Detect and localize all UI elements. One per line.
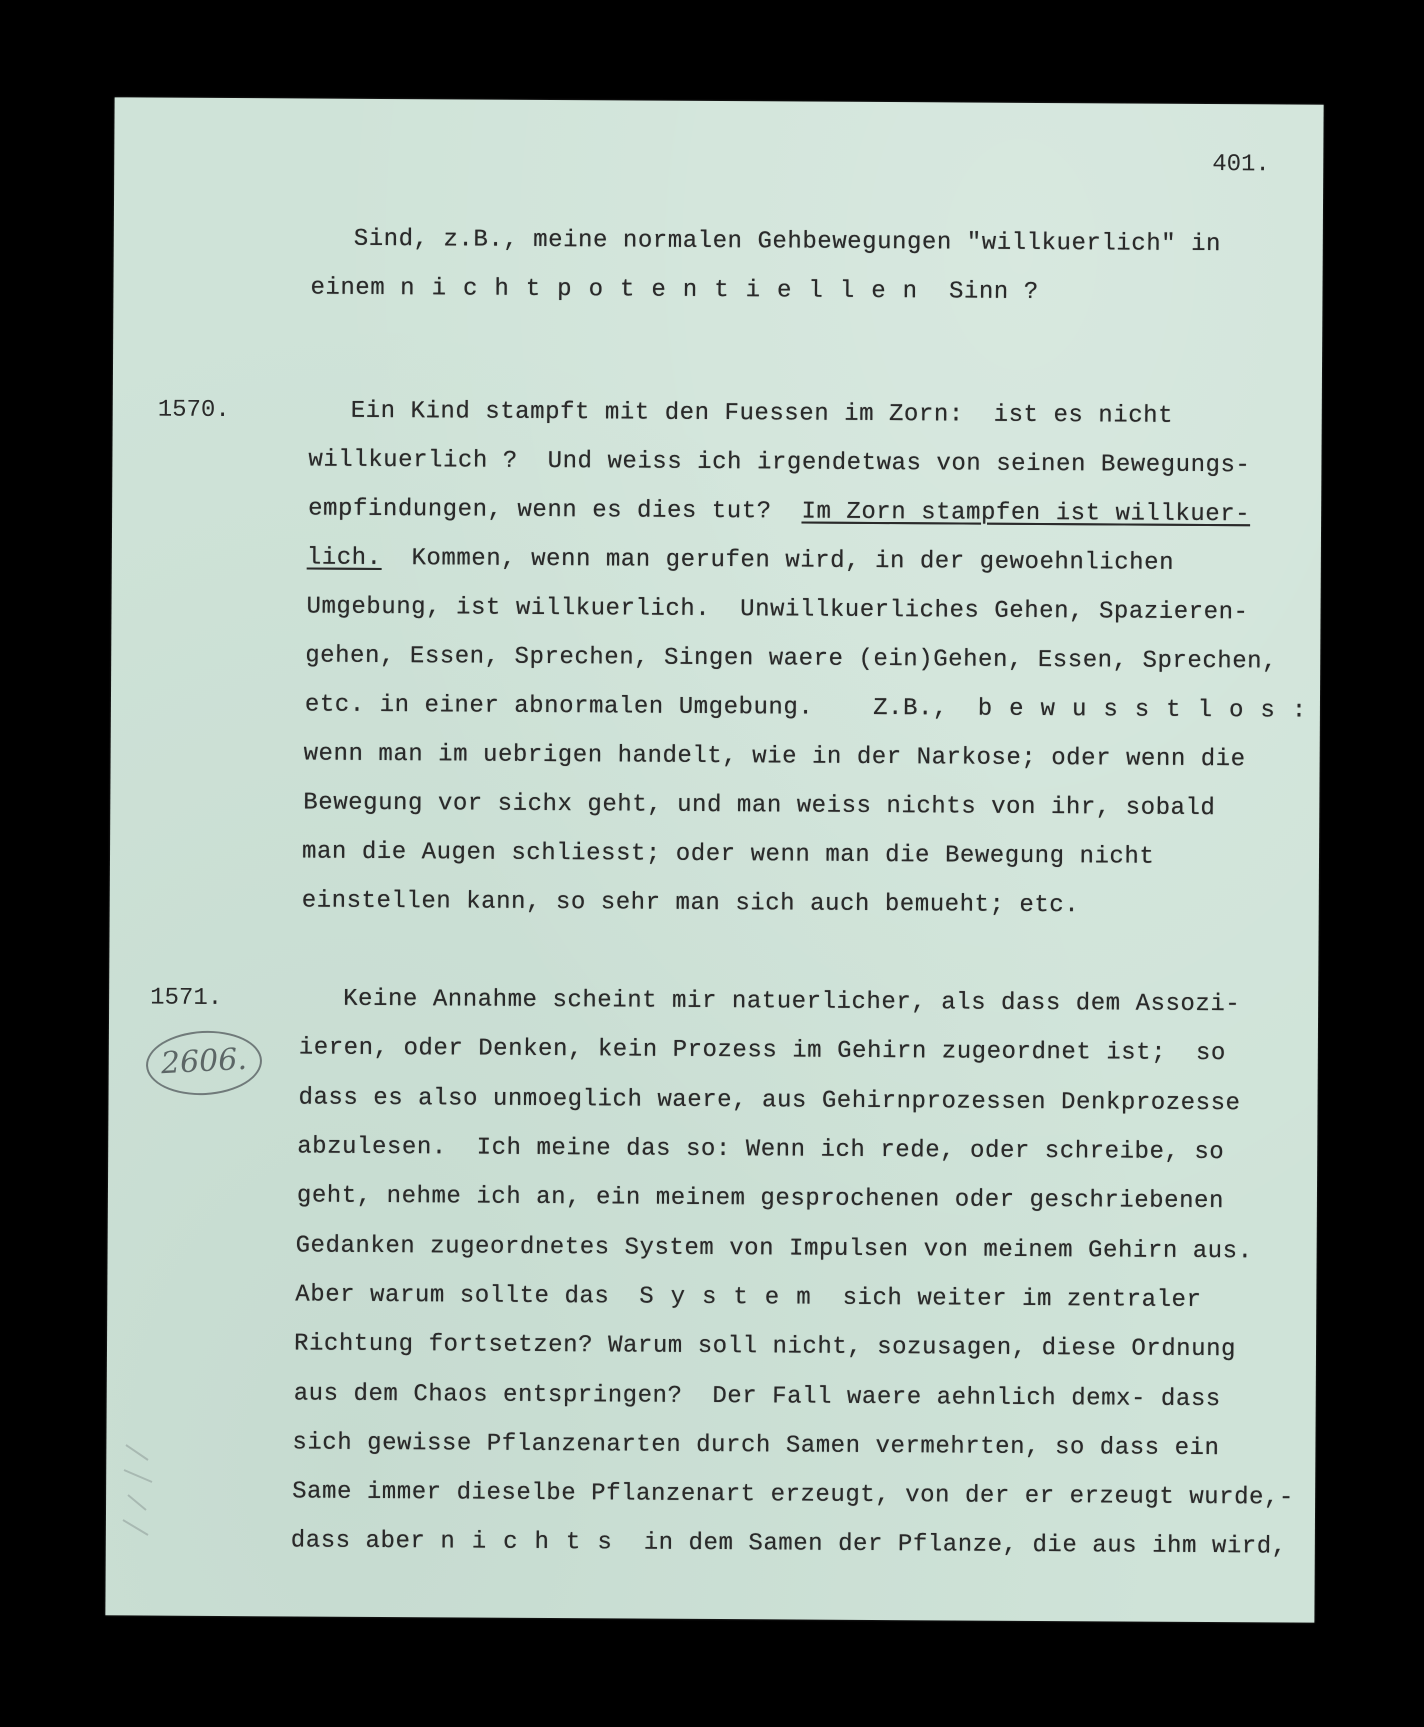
- section-number-1571: 1571.: [150, 984, 223, 1012]
- section-1571-line-6: Gedanken zugeordnetes System von Impulsen von meinem Gehirn aus.: [295, 1232, 1253, 1266]
- intro-line-2: einem nichtpotentiellen Sinn ?: [310, 274, 1039, 306]
- section-1570-line-11: einstellen kann, so sehr man sich auch bemueht; etc.: [301, 887, 1080, 920]
- section-1570-line-8: wenn man im uebrigen handelt, wie in der Narkose; oder wenn die: [303, 740, 1246, 774]
- section-1570-line-3: empfindungen, wenn es dies tut? Im Zorn stampfen ist willkuer-: [308, 495, 1251, 529]
- section-number-1570: 1570.: [157, 396, 230, 425]
- handwritten-number: 2606.: [144, 1028, 263, 1098]
- section-1571-line-10: sich gewisse Pflanzenarten durch Samen vermehrten, so dass ein: [292, 1429, 1220, 1463]
- section-1571-line-12: dass aber nichts in dem Samen der Pflanze, die aus ihm wird,: [290, 1527, 1287, 1561]
- typed-page: [105, 97, 1323, 1622]
- section-1571-line-1: Keine Annahme scheint mir natuerlicher, als dass dem Assozi-: [343, 985, 1241, 1019]
- section-1570-line-1: Ein Kind stampft mit den Fuessen im Zorn: ist es nicht: [350, 397, 1174, 430]
- section-1570-line-9: Bewegung vor sichx geht, und man weiss nichts von ihr, sobald: [303, 789, 1216, 823]
- section-1571-line-8: Richtung fortsetzen? Warum soll nicht, sozusagen, diese Ordnung: [293, 1330, 1237, 1364]
- section-1570-line-7: etc. in einer abnormalen Umgebung. Z.B., bewusstlos:: [304, 691, 1307, 725]
- section-1570-line-6: gehen, Essen, Sprechen, Singen waere (ein)Gehen, Essen, Sprechen,: [305, 642, 1278, 676]
- section-1571-line-5: geht, nehme ich an, ein meinem gesprochenen oder geschriebenen: [296, 1182, 1225, 1216]
- intro-line-1: Sind, z.B., meine normalen Gehbewegungen "willkuerlich" in: [353, 225, 1222, 259]
- section-1571-line-3: dass es also unmoeglich waere, aus Gehirnprozessen Denkprozesse: [298, 1084, 1241, 1118]
- section-1571-line-2: ieren, oder Denken, kein Prozess im Gehirn zugeordnet ist; so: [298, 1034, 1226, 1068]
- section-1571-line-7: Aber warum sollte das System sich weiter im zentraler: [295, 1281, 1202, 1314]
- section-1571-line-9: aus dem Chaos entspringen? Der Fall waere aehnlich demx- dass: [293, 1380, 1221, 1414]
- section-1571-line-11: Same immer dieselbe Pflanzenart erzeugt, von der er erzeugt wurde,-: [292, 1478, 1295, 1512]
- section-1570-line-10: man die Augen schliesst; oder wenn man die Bewegung nicht: [301, 838, 1155, 871]
- section-1570-line-4: lich. Kommen, wenn man gerufen wird, in der gewoehnlichen: [306, 544, 1175, 577]
- page-number: 401.: [1212, 151, 1270, 179]
- section-1571-line-4: abzulesen. Ich meine das so: Wenn ich rede, oder schreibe, so: [297, 1133, 1225, 1167]
- section-1570-line-2: willkuerlich ? Und weiss ich irgendetwas von seinen Bewegungs-: [308, 446, 1251, 480]
- section-1570-line-5: Umgebung, ist willkuerlich. Unwillkuerliches Gehen, Spazieren-: [306, 593, 1249, 627]
- margin-scribble-icon: [118, 1440, 158, 1550]
